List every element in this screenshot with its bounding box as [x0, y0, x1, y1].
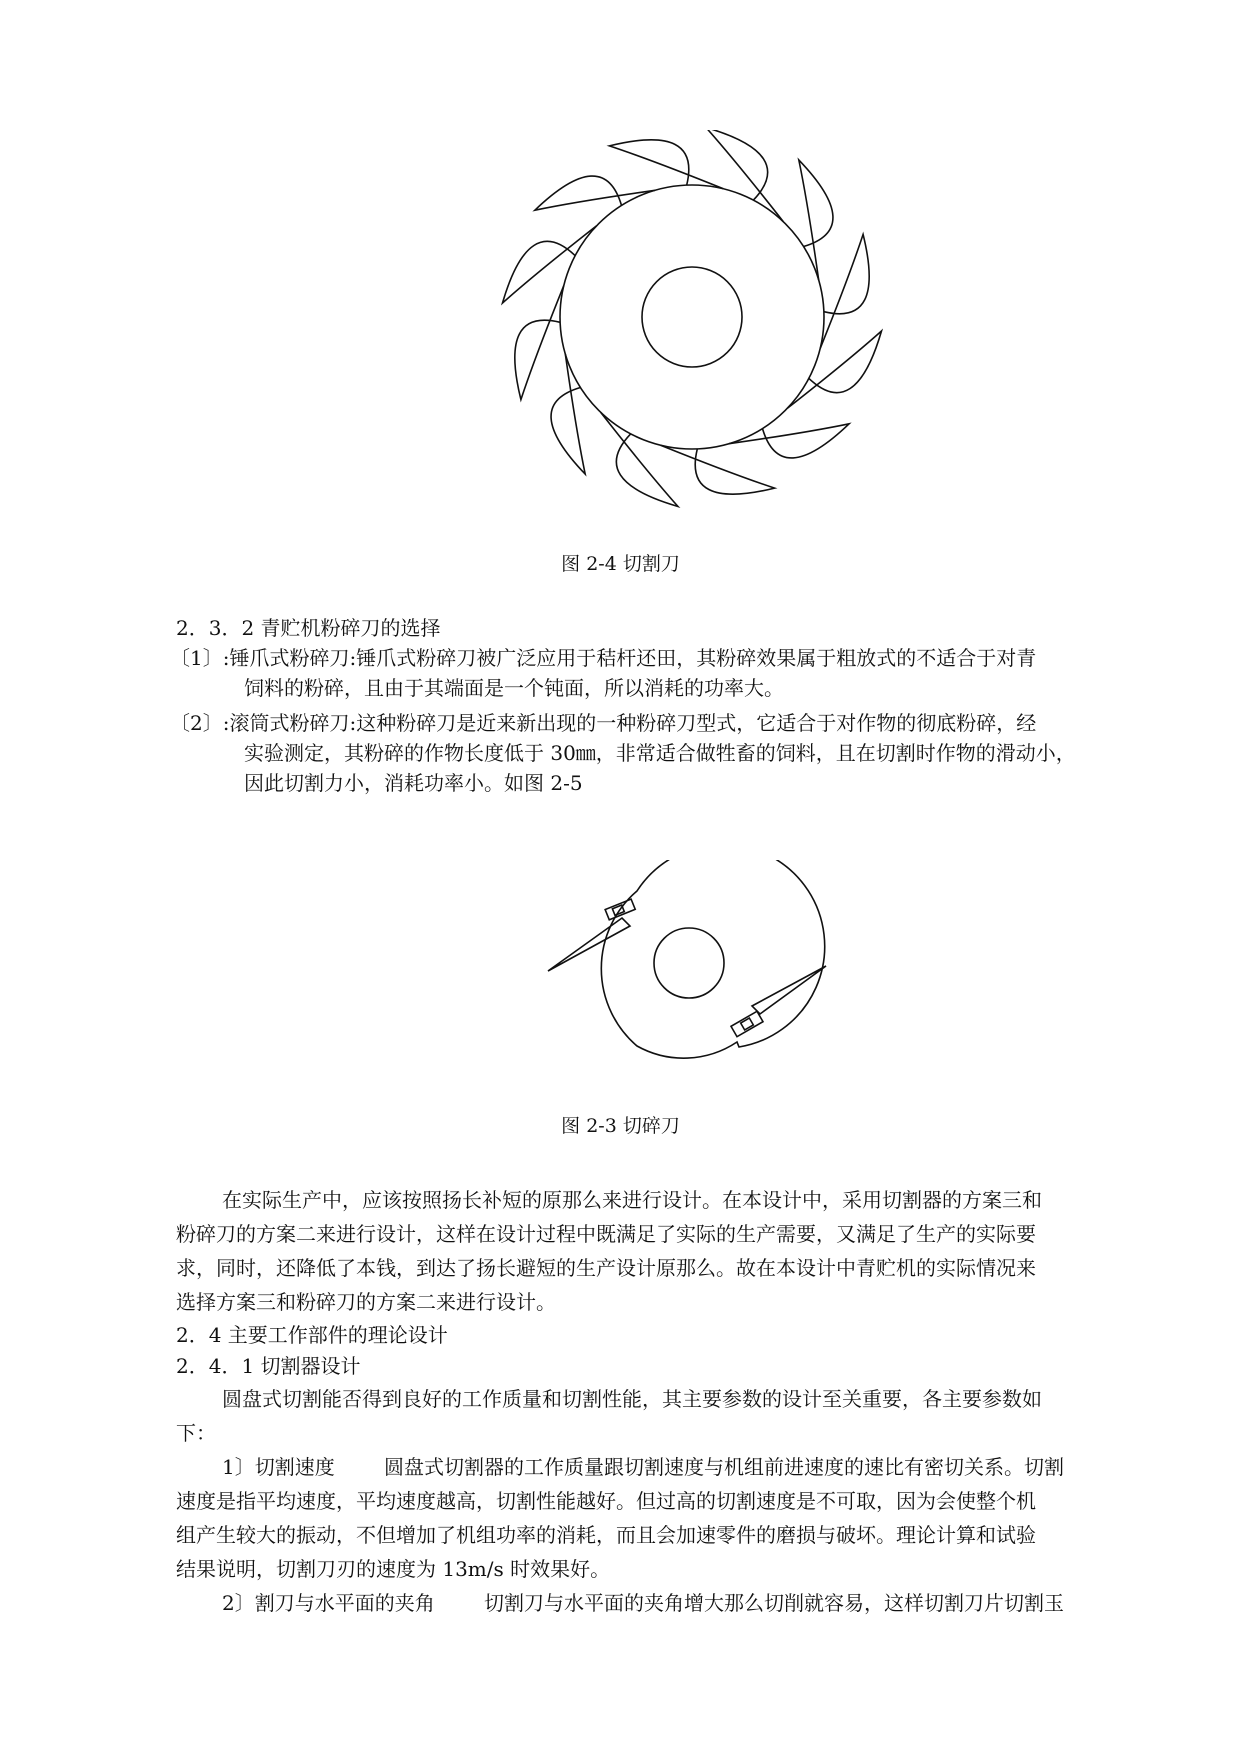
blade-claw: [551, 354, 585, 474]
blade-claw: [601, 412, 678, 506]
paragraph-line2: 粉碎刀的方案二来进行设计，这样在设计过程中既满足了实际的生产需要，又满足了生产的实际要: [176, 1222, 1036, 1246]
param2-label: 2〕割刀与水平面的夹角: [222, 1591, 435, 1615]
cutting-blade-drawing: [0, 130, 1241, 510]
drum-hub: [654, 928, 724, 998]
paragraph-line1: 在实际生产中，应该按照扬长补短的原那么来进行设计。在本设计中，采用切割器的方案三和: [222, 1188, 1042, 1212]
blade-lower-right-clamp: [731, 1011, 763, 1036]
blade-claw: [729, 424, 849, 458]
param1-line2: 速度是指平均速度，平均速度越高，切割性能越好。但过高的切割速度是不可取，因为会使整个机: [176, 1489, 1036, 1513]
figure-2-4-caption: 图 2-4 切割刀: [561, 553, 680, 575]
item2-line3: 因此切割力小，消耗功率小。如图 2-5: [244, 771, 583, 795]
intro-line2: 下：: [176, 1421, 216, 1445]
blade-claw: [515, 286, 564, 400]
param1-label: 1〕切割速度: [222, 1455, 335, 1479]
intro-line1: 圆盘式切割能否得到良好的工作质量和切割性能，其主要参数的设计至关重要，各主要参数如: [222, 1387, 1042, 1411]
section-heading-2-3-2: 2．3．2 青贮机粉碎刀的选择: [176, 616, 441, 640]
section-heading-2-4: 2．4 主要工作部件的理论设计: [176, 1323, 448, 1347]
figure-cutting-blade: [0, 130, 1241, 510]
item2-line2: 实验测定，其粉碎的作物长度低于 30㎜，非常适合做牲畜的饲料，且在切割时作物的滑动小，: [244, 741, 1076, 765]
item1-line1: 〔1〕:锤爪式粉碎刀:锤爪式粉碎刀被广泛应用于秸杆还田，其粉碎效果属于粗放式的不适合于对青: [170, 646, 1037, 670]
blade-claw: [799, 160, 833, 280]
blade-claw: [609, 140, 723, 189]
blade-claw: [503, 226, 597, 303]
blade-claw: [820, 234, 869, 348]
paragraph-line4: 选择方案三和粉碎刀的方案二来进行设计。: [176, 1290, 556, 1314]
blade-disc-hub: [642, 267, 742, 367]
figure-2-3-caption: 图 2-3 切碎刀: [561, 1115, 680, 1137]
chopping-knife-drawing: [0, 860, 1241, 1060]
item1-line2: 饲料的粉碎，且由于其端面是一个钝面，所以消耗的功率大。: [244, 676, 784, 700]
drum-outline: [601, 860, 824, 1058]
param1-line3: 组产生较大的振动，不但增加了机组功率的消耗，而且会加速零件的磨损与破坏。理论计算和试验: [176, 1523, 1036, 1547]
blade-claw: [535, 176, 655, 210]
figure-chopping-knife: [0, 860, 1241, 1060]
blade-upper-left: [548, 918, 630, 971]
item2-line1: 〔2〕:滚筒式粉碎刀:这种粉碎刀是近来新出现的一种粉碎刀型式，它适合于对作物的彻底粉碎，经: [170, 711, 1037, 735]
param1-line1: 圆盘式切割器的工作质量跟切割速度与机组前进速度的速比有密切关系。切割: [384, 1455, 1064, 1479]
section-heading-2-4-1: 2．4．1 切割器设计: [176, 1354, 361, 1378]
blade-claw: [706, 130, 783, 222]
paragraph-line3: 求，同时，还降低了本钱，到达了扬长避短的生产设计原那么。故在本设计中青贮机的实际情况来: [176, 1256, 1036, 1280]
blade-disc-outer: [560, 185, 824, 449]
blade-claw: [661, 445, 775, 494]
param1-line4: 结果说明，切割刀刃的速度为 13m/s 时效果好。: [176, 1557, 611, 1581]
param2-line1: 切割刀与水平面的夹角增大那么切削就容易，这样切割刀片切割玉: [484, 1591, 1064, 1615]
blade-claw: [787, 331, 881, 408]
